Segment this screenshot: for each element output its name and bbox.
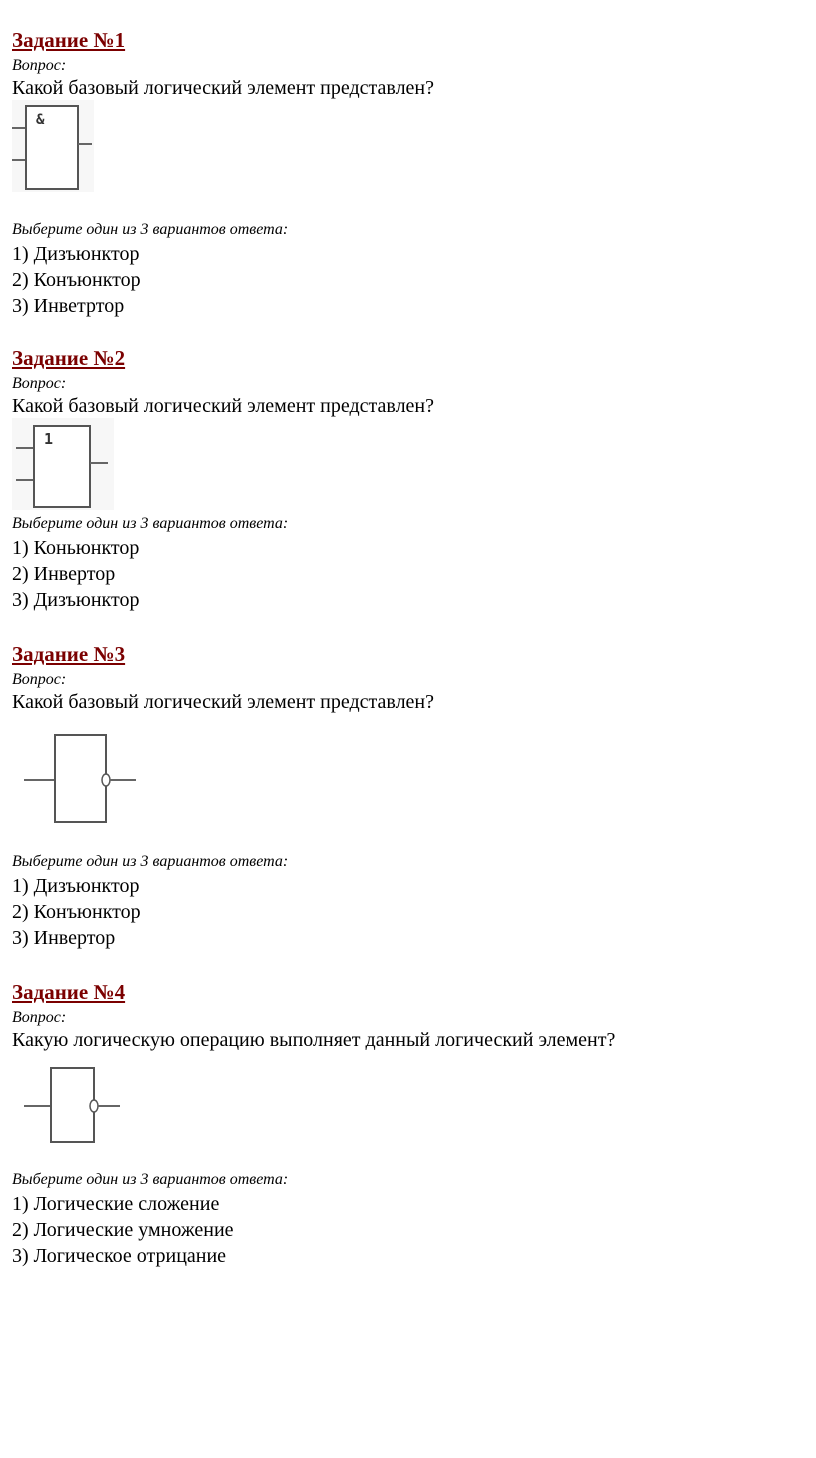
gate-symbol: &: [36, 112, 45, 128]
question-label: Вопрос:: [12, 1009, 67, 1026]
choose-label: Выберите один из 3 вариантов ответа:: [12, 1171, 289, 1188]
option-1: 1) Коньюнктор: [12, 537, 140, 559]
task-title: Задание №4: [12, 980, 126, 1004]
option-3: 3) Инветртор: [12, 295, 125, 317]
choose-label: Выберите один из 3 вариантов ответа:: [12, 221, 289, 238]
option-3: 3) Дизъюнктор: [12, 589, 140, 611]
question-label: Вопрос:: [12, 375, 67, 392]
option-1: 1) Дизъюнктор: [12, 243, 140, 265]
question-text: Какую логическую операцию выполняет данный логический элемент?: [12, 1029, 616, 1051]
option-2: 2) Инвертор: [12, 563, 116, 585]
choose-label: Выберите один из 3 вариантов ответа:: [12, 853, 289, 870]
option-2: 2) Конъюнктор: [12, 901, 141, 923]
question-text: Какой базовый логический элемент представлен?: [12, 395, 435, 417]
task-3: [12, 642, 802, 952]
task-title: Задание №2: [12, 346, 126, 370]
option-1: 1) Логические сложение: [12, 1193, 220, 1215]
task-1: [12, 28, 802, 328]
option-2: 2) Конъюнктор: [12, 269, 141, 291]
task-title: Задание №3: [12, 642, 126, 666]
question-label: Вопрос:: [12, 671, 67, 688]
question-text: Какой базовый логический элемент представлен?: [12, 691, 435, 713]
or-gate-diagram: [12, 418, 114, 510]
not-gate-diagram: [12, 730, 142, 826]
option-3: 3) Инвертор: [12, 927, 116, 949]
option-2: 2) Логические умножение: [12, 1219, 234, 1241]
question-label: Вопрос:: [12, 57, 67, 74]
choose-label: Выберите один из 3 вариантов ответа:: [12, 515, 289, 532]
task-4: [12, 980, 802, 1280]
and-gate-diagram: [12, 100, 94, 192]
task-2: [12, 346, 802, 616]
gate-symbol: 1: [44, 430, 54, 448]
option-1: 1) Дизъюнктор: [12, 875, 140, 897]
not-gate-diagram: [12, 1064, 132, 1146]
question-text: Какой базовый логический элемент представлен?: [12, 77, 435, 99]
option-3: 3) Логическое отрицание: [12, 1245, 227, 1267]
task-title: Задание №1: [12, 28, 126, 52]
